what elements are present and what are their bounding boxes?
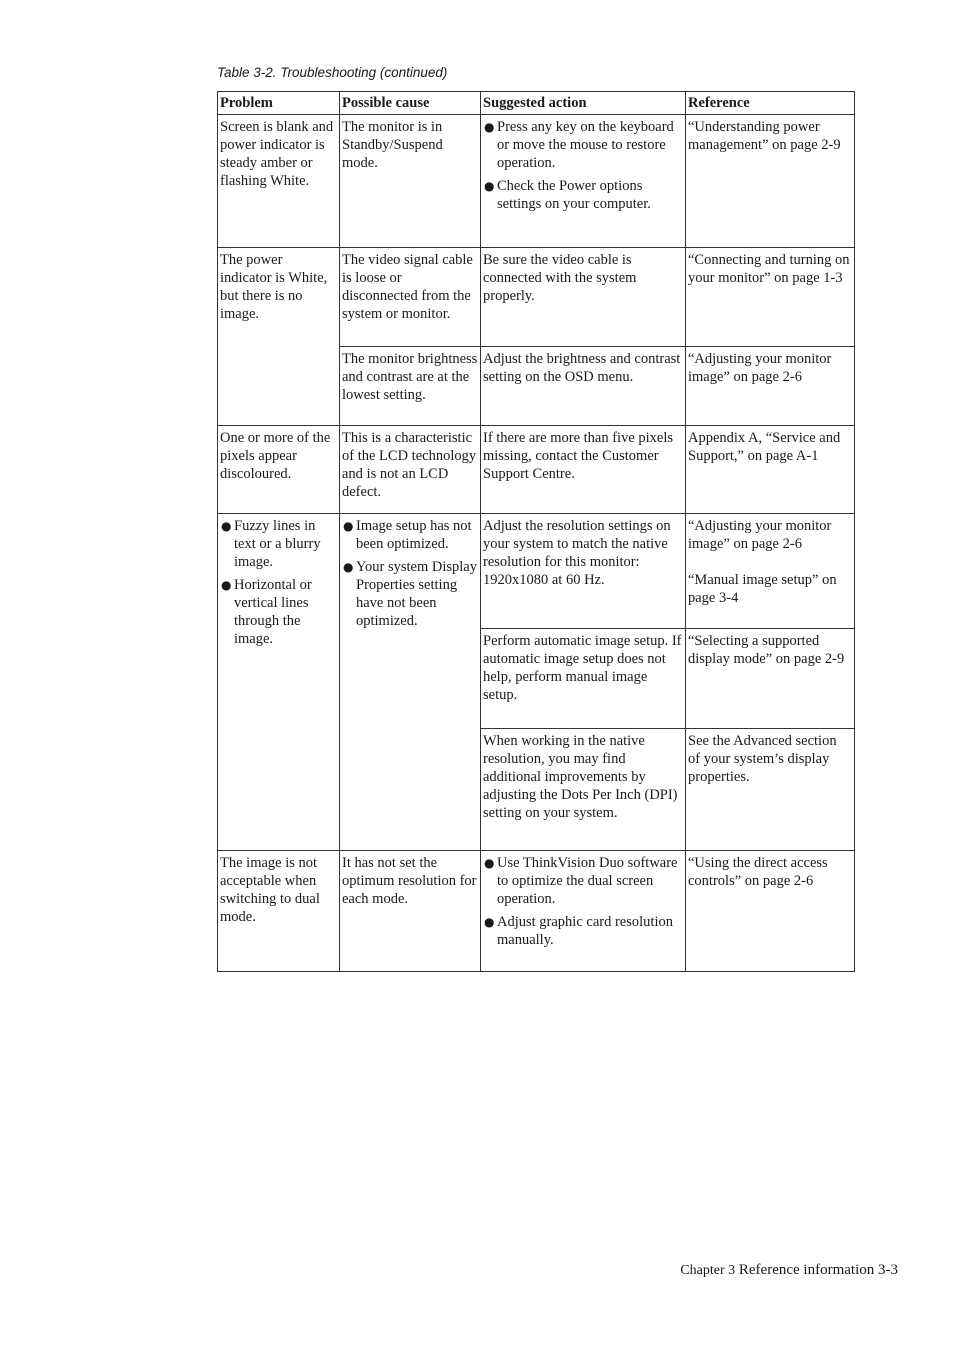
- list-item: ● Check the Power options settings on your computer.: [484, 178, 651, 212]
- cause-cell: The video signal cable is loose or disconnected from the system or monitor.: [340, 248, 481, 347]
- list-item: ● Press any key on the keyboard or move the mouse to restore operation.: [484, 119, 674, 171]
- list-item: ● Fuzzy lines in text or a blurry image.: [221, 518, 321, 570]
- reference-cell: Appendix A, “Service and Support,” on page A-1: [686, 426, 855, 514]
- action-cell: [481, 851, 686, 972]
- problem-cell: [218, 514, 340, 851]
- problem-cell: The image is not acceptable when switching to dual mode.: [218, 851, 340, 972]
- troubleshooting-table: [217, 91, 855, 972]
- reference-cell: “Using the direct access controls” on page 2-6: [686, 851, 855, 972]
- bullet-icon: ●: [221, 578, 232, 592]
- action-cell: [481, 115, 686, 248]
- problem-cell: One or more of the pixels appear discoloured.: [218, 426, 340, 514]
- bullet-icon: ●: [221, 519, 232, 533]
- reference-cell: “Selecting a supported display mode” on page 2-9: [686, 629, 855, 729]
- bullet-icon: ●: [343, 560, 354, 574]
- reference-cell: “Understanding power management” on page 2-9: [686, 115, 855, 248]
- action-cell: Adjust the resolution settings on your system to match the native resolution for this monitor: 1920x1080 at 60 Hz.: [481, 514, 686, 629]
- column-header-suggested-action: Suggested action: [481, 92, 686, 115]
- table-row: [218, 248, 855, 347]
- reference-cell: [686, 514, 855, 629]
- reference-cell: See the Advanced section of your system’s display properties.: [686, 729, 855, 851]
- table-row: [218, 514, 855, 629]
- list-item: ● Image setup has not been optimized.: [343, 518, 472, 552]
- cause-cell: The monitor brightness and contrast are at the lowest setting.: [340, 347, 481, 426]
- cause-cell: This is a characteristic of the LCD technology and is not an LCD defect.: [340, 426, 481, 514]
- reference-line: “Adjusting your monitor image” on page 2-6: [688, 518, 832, 552]
- action-cell: Be sure the video cable is connected with the system properly.: [481, 248, 686, 347]
- bullet-icon: ●: [343, 519, 354, 533]
- table-row: [218, 115, 855, 248]
- footer-chapter: Chapter 3: [680, 1263, 736, 1278]
- bullet-icon: ●: [484, 856, 495, 870]
- table-row: [218, 426, 855, 514]
- reference-cell: “Connecting and turning on your monitor” on page 1-3: [686, 248, 855, 347]
- action-cell: When working in the native resolution, you may find additional improvements by adjusting the Dots Per Inch (DPI) setting on your system.: [481, 729, 686, 851]
- reference-line: “Manual image setup” on page 3-4: [688, 572, 837, 606]
- column-header-problem: Problem: [218, 92, 340, 115]
- table-header-row: [218, 92, 855, 115]
- problem-cell: Screen is blank and power indicator is steady amber or flashing White.: [218, 115, 340, 248]
- action-cell: Adjust the brightness and contrast setting on the OSD menu.: [481, 347, 686, 426]
- cause-cell: It has not set the optimum resolution for each mode.: [340, 851, 481, 972]
- list-item: ● Your system Display Properties setting have not been optimized.: [343, 559, 477, 629]
- action-cell: If there are more than five pixels missing, contact the Customer Support Centre.: [481, 426, 686, 514]
- cause-cell: [340, 514, 481, 851]
- cause-cell: The monitor is in Standby/Suspend mode.: [340, 115, 481, 248]
- table-caption: Table 3-2. Troubleshooting (continued): [217, 65, 448, 80]
- bullet-icon: ●: [484, 120, 495, 134]
- column-header-reference: Reference: [686, 92, 855, 115]
- reference-cell: “Adjusting your monitor image” on page 2-6: [686, 347, 855, 426]
- column-header-possible-cause: Possible cause: [340, 92, 481, 115]
- footer-page-number: 3-3: [878, 1262, 898, 1278]
- list-item: ● Horizontal or vertical lines through the image.: [221, 577, 312, 647]
- bullet-icon: ●: [484, 179, 495, 193]
- page-footer: [680, 1262, 898, 1279]
- footer-title: Reference information: [738, 1262, 875, 1278]
- action-cell: Perform automatic image setup. If automatic image setup does not help, perform manual image setup.: [481, 629, 686, 729]
- problem-cell: The power indicator is White, but there is no image.: [218, 248, 340, 426]
- list-item: ● Use ThinkVision Duo software to optimize the dual screen operation.: [484, 855, 678, 907]
- table-row: [218, 851, 855, 972]
- list-item: ● Adjust graphic card resolution manually.: [484, 914, 673, 948]
- bullet-icon: ●: [484, 915, 495, 929]
